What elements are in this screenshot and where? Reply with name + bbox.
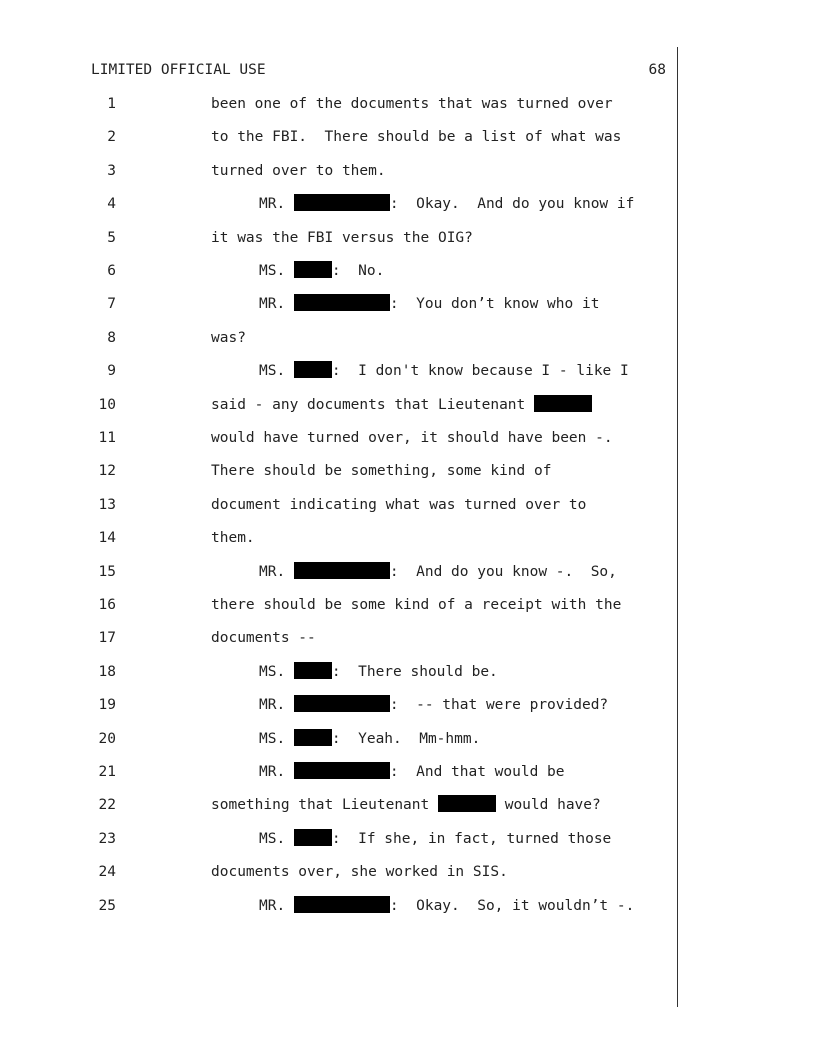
text-segment: : No.	[331, 263, 385, 279]
line-text	[211, 795, 601, 815]
transcript-line	[0, 528, 700, 548]
text-segment: MS.	[259, 731, 294, 747]
line-text	[259, 294, 599, 314]
line-number: 7	[107, 296, 116, 312]
text-segment: MS.	[259, 831, 294, 847]
redaction-block	[294, 729, 332, 746]
text-segment: : Yeah. Mm-hmm.	[331, 731, 481, 747]
line-text	[259, 261, 384, 281]
transcript-line	[0, 829, 700, 849]
transcript-line	[0, 161, 700, 181]
line-text	[259, 361, 629, 381]
transcript-line	[0, 328, 700, 348]
line-number: 8	[107, 330, 116, 346]
line-text	[211, 595, 621, 615]
text-segment: turned over to them.	[211, 163, 386, 179]
text-segment: MR.	[259, 564, 294, 580]
redaction-block	[294, 762, 390, 779]
line-number: 21	[98, 764, 116, 780]
line-text	[259, 729, 480, 749]
text-segment: document indicating what was turned over to	[211, 497, 587, 513]
redaction-block	[294, 695, 390, 712]
line-text	[211, 862, 508, 882]
text-segment: : Okay. So, it wouldn’t -.	[389, 898, 635, 914]
text-segment: documents over, she worked in SIS.	[211, 864, 508, 880]
line-number: 19	[98, 697, 116, 713]
text-segment: would have turned over, it should have been -.	[211, 430, 613, 446]
line-text	[211, 127, 621, 147]
transcript-line	[0, 495, 700, 515]
line-number: 22	[98, 797, 116, 813]
line-text	[211, 395, 592, 415]
text-segment: been one of the documents that was turned over	[211, 96, 613, 112]
transcript-line	[0, 94, 700, 114]
text-segment: said - any documents that Lieutenant	[211, 397, 535, 413]
text-segment: : I don't know because I - like I	[331, 363, 629, 379]
line-text	[211, 161, 386, 181]
redaction-block	[294, 194, 390, 211]
text-segment: : Okay. And do you know if	[389, 196, 635, 212]
redaction-block	[294, 896, 390, 913]
transcript-line	[0, 461, 700, 481]
redaction-block	[294, 361, 332, 378]
redaction-block	[294, 294, 390, 311]
text-segment: MS.	[259, 363, 294, 379]
transcript-line	[0, 662, 700, 682]
line-number: 20	[98, 731, 116, 747]
text-segment: : -- that were provided?	[389, 697, 609, 713]
redaction-block	[438, 795, 496, 812]
text-segment: to the FBI. There should be a list of what was	[211, 129, 622, 145]
transcript-line	[0, 595, 700, 615]
line-number: 17	[98, 630, 116, 646]
text-segment: MR.	[259, 764, 294, 780]
line-text	[211, 228, 473, 248]
transcript-line	[0, 628, 700, 648]
line-text	[259, 562, 617, 582]
line-number: 4	[107, 196, 116, 212]
transcript-line	[0, 294, 700, 314]
line-text	[211, 461, 551, 481]
redaction-block	[534, 395, 592, 412]
transcript-line	[0, 762, 700, 782]
transcript-line	[0, 261, 700, 281]
text-segment: MR.	[259, 898, 294, 914]
transcript-line	[0, 562, 700, 582]
line-number: 18	[98, 664, 116, 680]
text-segment: documents --	[211, 630, 316, 646]
line-number: 13	[98, 497, 116, 513]
classification-marking: LIMITED OFFICIAL USE	[91, 62, 266, 78]
line-number: 5	[107, 230, 116, 246]
text-segment: MS.	[259, 263, 294, 279]
text-segment: there should be some kind of a receipt with the	[211, 597, 622, 613]
text-segment: : If she, in fact, turned those	[331, 831, 612, 847]
line-number: 24	[98, 864, 116, 880]
line-text	[259, 896, 634, 916]
line-number: 10	[98, 397, 116, 413]
transcript-line	[0, 428, 700, 448]
text-segment: MR.	[259, 196, 294, 212]
redaction-block	[294, 662, 332, 679]
text-segment: : There should be.	[331, 664, 498, 680]
transcript-line	[0, 127, 700, 147]
line-number: 2	[107, 129, 116, 145]
text-segment: MR.	[259, 296, 294, 312]
line-number: 11	[98, 430, 116, 446]
line-text	[259, 762, 565, 782]
line-number: 12	[98, 463, 116, 479]
line-text	[211, 428, 613, 448]
line-text	[211, 495, 586, 515]
line-number: 9	[107, 363, 116, 379]
line-text	[211, 328, 246, 348]
line-text	[211, 528, 255, 548]
text-segment: : And that would be	[389, 764, 565, 780]
text-segment: them.	[211, 530, 255, 546]
transcript-line	[0, 395, 700, 415]
line-text	[259, 662, 498, 682]
transcript-line	[0, 228, 700, 248]
line-text	[211, 94, 613, 114]
transcript-line	[0, 695, 700, 715]
text-segment: would have?	[495, 797, 601, 813]
transcript-line	[0, 729, 700, 749]
line-number: 25	[98, 898, 116, 914]
text-segment: MR.	[259, 697, 294, 713]
text-segment: : You don’t know who it	[389, 296, 600, 312]
line-text	[259, 695, 608, 715]
line-number: 1	[107, 96, 116, 112]
redaction-block	[294, 261, 332, 278]
line-number: 23	[98, 831, 116, 847]
line-number: 3	[107, 163, 116, 179]
line-number: 15	[98, 564, 116, 580]
line-number: 16	[98, 597, 116, 613]
transcript-line	[0, 862, 700, 882]
text-segment: was?	[211, 330, 246, 346]
redaction-block	[294, 829, 332, 846]
text-segment: MS.	[259, 664, 294, 680]
line-number: 14	[98, 530, 116, 546]
transcript-line	[0, 194, 700, 214]
transcript-line	[0, 896, 700, 916]
redaction-block	[294, 562, 390, 579]
line-text	[259, 194, 634, 214]
line-number: 6	[107, 263, 116, 279]
text-segment: There should be something, some kind of	[211, 463, 552, 479]
text-segment: : And do you know -. So,	[389, 564, 617, 580]
line-text	[259, 829, 611, 849]
page-number: 68	[648, 62, 666, 78]
line-text	[211, 628, 316, 648]
text-segment: something that Lieutenant	[211, 797, 438, 813]
transcript-line	[0, 361, 700, 381]
text-segment: it was the FBI versus the OIG?	[211, 230, 473, 246]
transcript-line	[0, 795, 700, 815]
